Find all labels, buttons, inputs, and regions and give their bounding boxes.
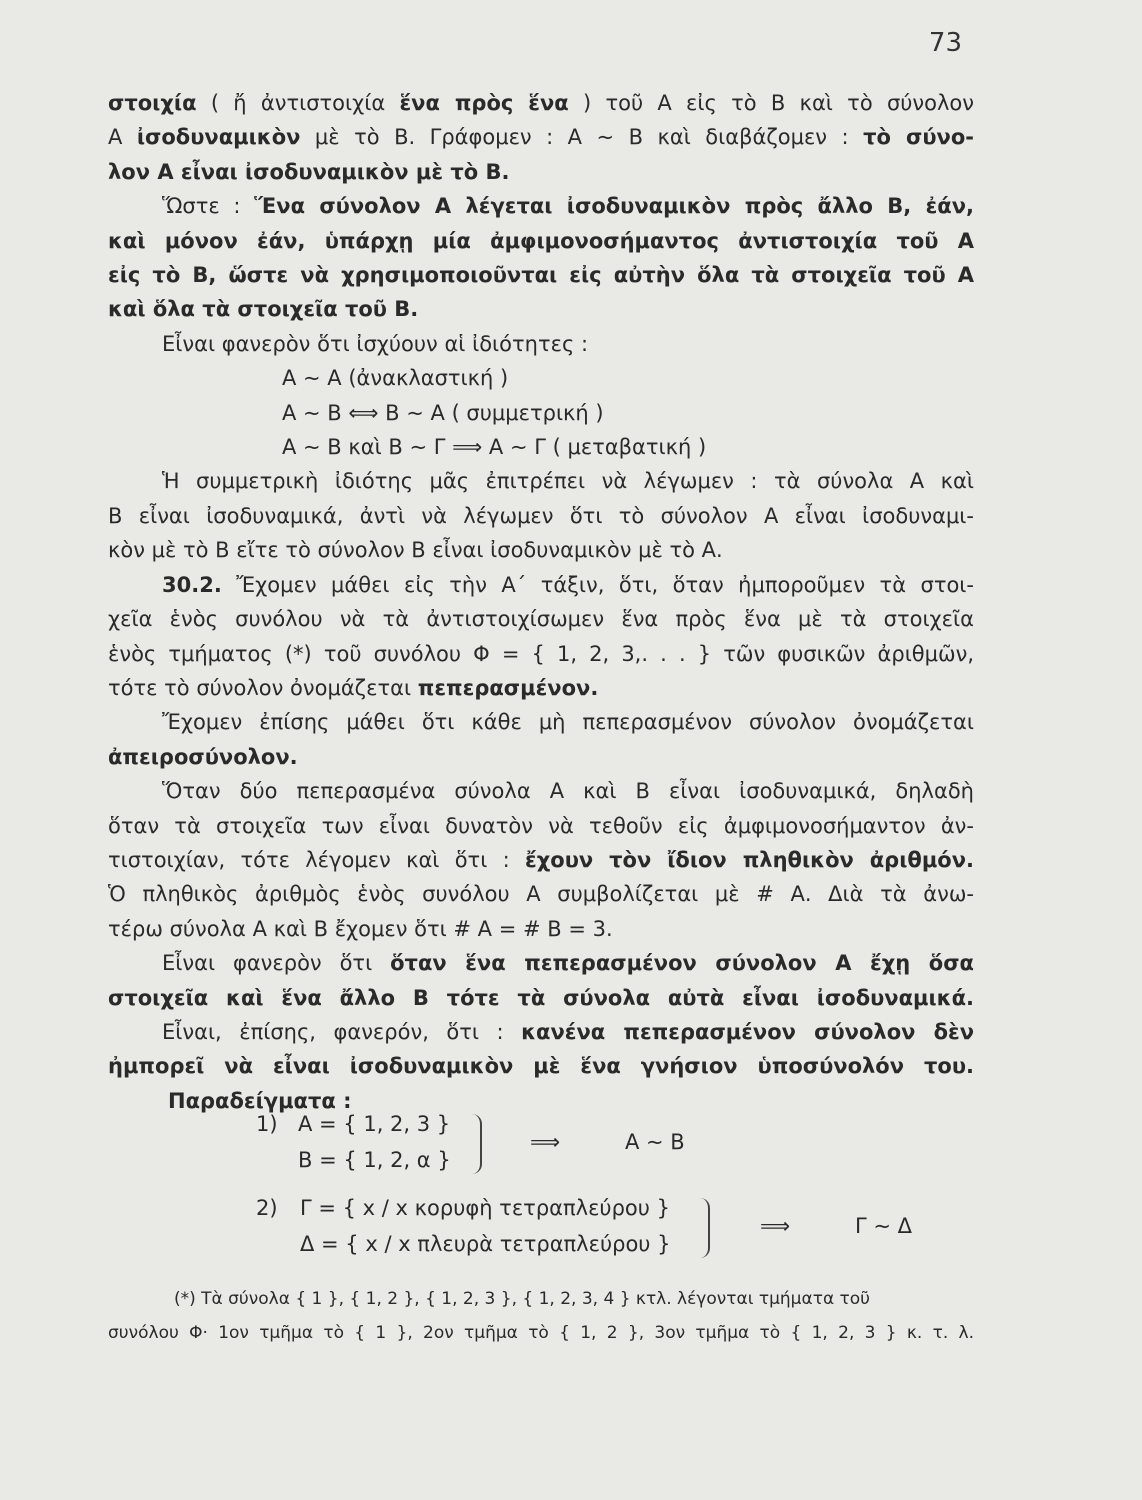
example-1-set-a: Α = { 1, 2, 3 } xyxy=(298,1112,451,1136)
text-run: Ἔχομεν ἐπίσης μάθει ὅτι κάθε μὴ πεπερασμένον σύνολον ὀνομάζεται xyxy=(162,710,974,735)
text-line xyxy=(108,774,974,808)
bold-text: ἔχουν τὸν ἴδιον πληθικὸν ἀριθμόν. xyxy=(525,847,974,872)
text-line xyxy=(108,602,974,636)
example-1-set-b: Β = { 1, 2, α } xyxy=(298,1148,451,1172)
bold-text: ἰσοδυναμικὸν xyxy=(136,125,301,150)
text-line xyxy=(108,120,974,154)
formula-line xyxy=(108,361,974,395)
text-line xyxy=(108,224,974,258)
text-run: Ἡ συμμετρικὴ ἰδιότης μᾶς ἐπιτρέπει νὰ λέγωμεν : τὰ σύνολα Α καὶ xyxy=(162,469,974,494)
text-line xyxy=(108,292,974,326)
text-run: Εἶναι, ἐπίσης, φανερόν, ὅτι : xyxy=(162,1019,522,1044)
body-text xyxy=(108,86,974,1118)
text-run: ὅταν τὰ στοιχεῖα των εἶναι δυνατὸν νὰ τεθοῦν εἰς ἀμφιμονοσήμαντον ἀν- xyxy=(108,813,974,838)
text-line xyxy=(108,189,974,223)
text-run: ( ἤ ἀντιστοιχία xyxy=(196,91,400,115)
bold-text: ἕνα πρὸς ἕνα xyxy=(399,91,569,115)
text-line xyxy=(108,86,974,120)
example-2-number: 2) xyxy=(256,1196,278,1220)
bold-text: εἰς τὸ Β, ὥστε νὰ χρησιμοποιοῦνται εἰς αὐτὴν ὅλα τὰ στοιχεῖα τοῦ Α xyxy=(108,263,974,288)
example-1-brace xyxy=(470,1114,482,1174)
text-line xyxy=(108,327,974,361)
example-2-result: Γ ∼ Δ xyxy=(855,1214,913,1238)
example-2-set-d: Δ = { x / x πλευρὰ τετραπλεύρου } xyxy=(300,1232,671,1256)
bold-text: Ἕνα σύνολον Α λέγεται ἰσοδυναμικὸν πρὸς ἄλλο Β, ἐάν, xyxy=(254,194,974,219)
text-line xyxy=(108,877,974,911)
text-line xyxy=(108,1015,974,1049)
text-line xyxy=(108,533,974,567)
text-line xyxy=(108,464,974,498)
text-run: τιστοιχίαν, τότε λέγομεν καὶ ὅτι : xyxy=(108,847,526,872)
footnote xyxy=(108,1282,974,1350)
text-line xyxy=(108,740,974,774)
text-line xyxy=(108,912,974,946)
text-run: Ὅταν δύο πεπερασμένα σύνολα Α καὶ Β εἶναι ἰσοδυναμικά, δηλαδὴ xyxy=(162,779,974,804)
text-line xyxy=(108,809,974,843)
text-run: μὲ τὸ Β. Γράφομεν : Α ∼ Β καὶ διαβάζομεν : xyxy=(300,125,864,150)
bold-text: κανένα πεπερασμένον σύνολον δὲν xyxy=(521,1019,975,1044)
footnote-line-1: (*) Τὰ σύνολα { 1 }, { 1, 2 }, { 1, 2, 3 }, { 1, 2, 3, 4 } κτλ. λέγονται τμήματα τοῦ xyxy=(174,1289,871,1309)
example-2-arrow: ⟹ xyxy=(760,1214,791,1238)
example-1-arrow: ⟹ xyxy=(530,1130,561,1154)
text-line xyxy=(108,499,974,533)
page-number: 73 xyxy=(928,28,962,58)
text-line xyxy=(108,946,974,980)
bold-text: ὅταν ἕνα πεπερασμένον σύνολον Α ἔχῃ ὅσα xyxy=(390,951,974,976)
bold-text: καὶ μόνον ἐάν, ὑπάρχῃ μία ἀμφιμονοσήμαντος ἀντιστοιχία τοῦ Α xyxy=(108,228,974,253)
text-line xyxy=(108,981,974,1015)
text-line xyxy=(108,1049,974,1083)
formula-line xyxy=(108,430,974,464)
bold-text: λον Α εἶναι ἰσοδυναμικὸν μὲ τὸ Β. xyxy=(108,159,510,184)
text-run: Ὥστε : xyxy=(162,194,255,219)
text-run: τέρω σύνολα Α καὶ Β ἔχομεν ὅτι # Α = # Β = 3. xyxy=(108,916,613,941)
text-run: ) τοῦ Α εἰς τὸ Β καὶ τὸ σύνολον xyxy=(568,91,974,115)
text-run: Εἶναι φανερὸν ὅτι xyxy=(162,951,391,976)
text-line xyxy=(108,155,974,189)
text-line xyxy=(108,843,974,877)
text-run: Ὁ πληθικὸς ἀριθμὸς ἑνὸς συνόλου Α συμβολίζεται μὲ # Α. Διὰ τὰ ἀνω- xyxy=(108,882,974,907)
bold-text: Παραδείγματα : xyxy=(168,1088,352,1113)
bold-text: 30.2. xyxy=(162,572,222,597)
text-run: χεῖα ἑνὸς συνόλου νὰ τὰ ἀντιστοιχίσωμεν ἕνα πρὸς ἕνα μὲ τὰ στοιχεῖα xyxy=(108,607,974,632)
footnote-line-2: συνόλου Φ· 1ον τμῆμα τὸ { 1 }, 2ον τμῆμα τὸ { 1, 2 }, 3ον τμῆμα τὸ { 1, 2, 3 } κ. τ. λ. xyxy=(108,1323,974,1343)
text-run: Α ∼ Β ⟺ Β ∼ Α ( συμμετρική ) xyxy=(282,400,604,425)
example-1-number: 1) xyxy=(256,1112,278,1136)
text-line xyxy=(108,671,974,705)
section-line xyxy=(108,568,974,602)
example-2-set-g: Γ = { x / x κορυφὴ τετραπλεύρου } xyxy=(300,1196,670,1220)
bold-text: καὶ ὅλα τὰ στοιχεῖα τοῦ Β. xyxy=(108,297,419,322)
text-run: ἑνὸς τμήματος (*) τοῦ συνόλου Φ = { 1, 2, 3,. . . } τῶν φυσικῶν ἀριθμῶν, xyxy=(108,641,974,666)
bold-text: ἠμπορεῖ νὰ εἶναι ἰσοδυναμικὸν μὲ ἕνα γνήσιον ὑποσύνολόν του. xyxy=(108,1054,974,1079)
text-run: κὸν μὲ τὸ Β εἴτε τὸ σύνολον Β εἶναι ἰσοδυναμικὸν μὲ τὸ Α. xyxy=(108,538,723,563)
examples-heading xyxy=(108,1084,974,1118)
bold-text: στοιχία xyxy=(108,91,197,115)
bold-text: τὸ σύνο- xyxy=(863,125,974,150)
text-run: Α ∼ Β καὶ Β ∼ Γ ⟹ Α ∼ Γ ( μεταβατική ) xyxy=(282,435,707,460)
bold-text: στοιχεῖα καὶ ἕνα ἄλλο Β τότε τὰ σύνολα αὐτὰ εἶναι ἰσοδυναμικά. xyxy=(108,985,974,1010)
text-run: τότε τὸ σύνολον ὀνομάζεται xyxy=(108,675,418,700)
text-line xyxy=(108,258,974,292)
example-2-brace xyxy=(698,1198,710,1258)
text-run: Ἔχομεν μάθει εἰς τὴν Α΄ τάξιν, ὅτι, ὅταν ἠμποροῦμεν τὰ στοι- xyxy=(221,572,974,597)
bold-text: ἀπειροσύνολον. xyxy=(108,744,298,769)
example-1-result: Α ∼ Β xyxy=(625,1130,685,1154)
text-run: Α xyxy=(108,125,137,150)
text-line xyxy=(108,705,974,739)
text-run: Εἶναι φανερὸν ὅτι ἰσχύουν αἱ ἰδιότητες : xyxy=(162,331,589,356)
formula-line xyxy=(108,396,974,430)
text-run: Α ∼ Α (ἀνακλαστική ) xyxy=(282,366,509,391)
text-run: Β εἶναι ἰσοδυναμικά, ἀντὶ νὰ λέγωμεν ὅτι τὸ σύνολον Α εἶναι ἰσοδυναμι- xyxy=(108,503,974,528)
text-line xyxy=(108,637,974,671)
bold-text: πεπερασμένον. xyxy=(417,675,599,700)
